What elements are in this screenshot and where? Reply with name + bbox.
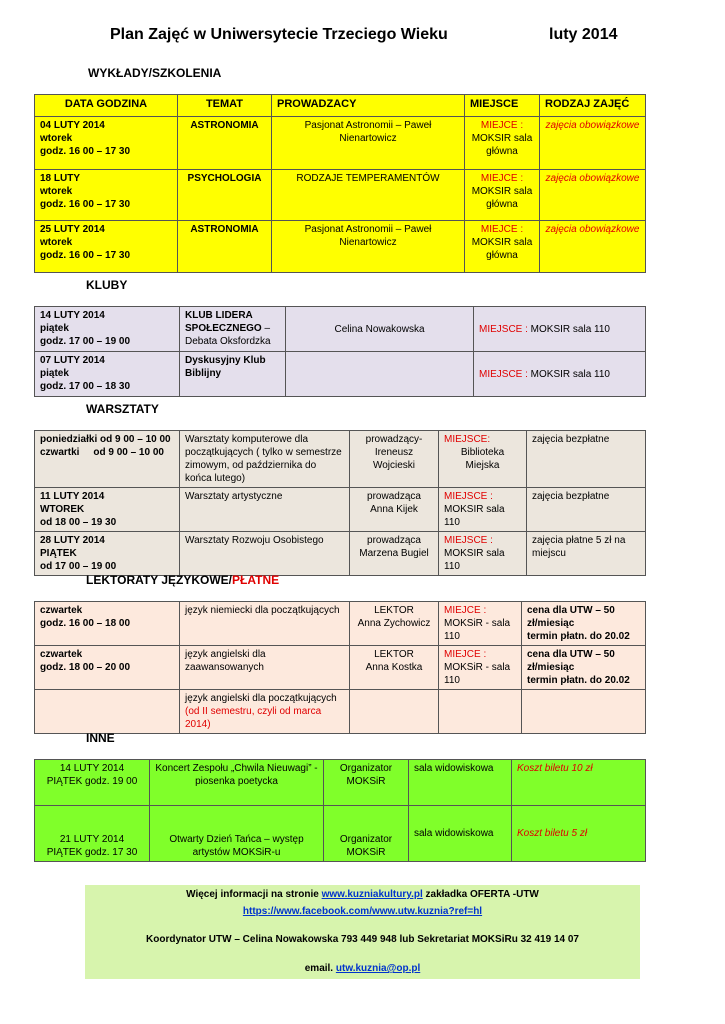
place: sala widowiskowa [409,806,512,862]
section-wyklady-heading: WYKŁADY/SZKOLENIA [88,66,222,80]
table-row [35,760,646,806]
section-lektoraty-heading [86,573,279,587]
lead-label: prowadzący- [365,434,423,445]
workshop-title: Warsztaty artystyczne [180,488,350,532]
organizer: MOKSiR [346,847,386,858]
section-warsztaty-heading: WARSZTATY [86,402,159,416]
topic: ASTRONOMIA [178,221,272,273]
time: godz. 17 00 – 18 30 [40,381,131,392]
place-label: MIEJSCE: [444,434,491,445]
payment-deadline: termin płatn. do 20.02 [527,631,630,642]
club-desc: – Debata Oksfordzka [185,323,271,347]
lead: Anna Kijek [370,504,418,515]
place-label: MIEJSCE : [444,491,493,502]
date: 11 LUTY 2014 [40,491,105,502]
place: MOKSIR sala 110 [444,548,505,572]
date: 18 LUTY [40,173,81,184]
leader: Celina Nowakowska [286,307,474,352]
wyklady-table [34,94,646,273]
club-name: Dyskusyjny Klub Biblijny [185,355,266,379]
day-time: PIĄTEK godz. 17 30 [46,847,138,858]
lead-label: prowadząca [367,491,421,502]
lector: Anna Zychowicz [357,618,431,629]
lead: Ireneusz Wojcieski [372,447,416,471]
email-link[interactable]: utw.kuznia@op.pl [335,963,421,974]
time: godz. 18 00 – 20 00 [40,662,131,673]
place-label: MIEJCE : [444,605,487,616]
course-note: (od II semestru, czyli od marca 2014) [185,706,322,730]
day-time: PIĄTEK godz. 19 00 [46,776,138,787]
email-line [85,962,640,975]
place: MOKSIR sala główna [471,186,533,210]
ticket-price: Koszt biletu 10 zł [512,760,646,806]
place-label: MIEJCE : [480,120,524,131]
place-label: MIEJCE : [480,173,524,184]
place: MOKSIR sala główna [471,237,533,261]
day: czwartek [40,605,83,616]
event: Koncert Zespołu „Chwila Nieuwagi” - piosenka poetycka [150,760,324,806]
section-kluby-heading: KLUBY [86,278,128,292]
time: od 18 00 – 19 30 [40,517,117,528]
course: język angielski dla początkujących [185,693,337,704]
organizer-label: Organizator [339,834,393,845]
lector-label: LEKTOR [374,649,414,660]
table-row [35,646,646,690]
place: MOKSiR - sala 110 [444,618,511,642]
place-label: MIEJSCE : [444,535,493,546]
place: MOKSiR - sala 110 [444,662,511,686]
page-title: Plan Zajęć w Uniwersytecie Trzeciego Wieku [110,26,448,43]
day: wtorek [40,133,73,144]
day: czwartek [40,649,83,660]
place-label: MIEJCE : [480,224,524,235]
email-label: email. [304,963,336,974]
page-month: luty 2014 [549,26,618,43]
table-row [35,602,646,646]
place-label: MIEJSCE : [479,368,528,380]
time: godz. 16 00 – 17 30 [40,199,131,210]
header-topic: TEMAT [178,95,272,117]
header-lecturer: PROWADZACY [272,95,465,117]
lector: Anna Kostka [365,662,423,673]
organizer: MOKSiR [346,776,386,787]
place-label: MIEJSCE : [479,323,528,335]
info-text: Więcej informacji na stronie [186,889,322,900]
day: wtorek [40,237,73,248]
section-inne-heading: INNE [86,731,115,745]
place: MOKSIR sala 110 [527,368,610,380]
info-tab-text: zakładka OFERTA -UTW [422,889,539,900]
place: MOKSIR sala główna [471,133,533,157]
date: 21 LUTY 2014 [59,834,125,845]
type: zajęcia obowiązkowe [540,170,646,221]
type: zajęcia bezpłatne [527,488,646,532]
price: cena dla UTW – 50 zł/miesiąc [527,649,615,673]
table-row [35,117,646,170]
weekday: PIĄTEK [40,548,77,559]
time: od 17 00 – 19 00 [40,561,117,572]
place: Biblioteka Miejska [460,447,505,471]
table-row [35,690,646,734]
day: piątek [40,323,69,334]
header-date: DATA GODZINA [35,95,178,117]
lead: Marzena Bugiel [359,548,429,559]
day: piątek [40,368,69,379]
payment-deadline: termin płatn. do 20.02 [527,675,630,686]
place: MOKSIR sala 110 [444,504,505,528]
header-place: MIEJSCE [465,95,540,117]
table-row [35,170,646,221]
time: godz. 16 00 – 17 30 [40,146,131,157]
leader [286,352,474,397]
lead-label: prowadząca [367,535,421,546]
lecturer: Pasjonat Astronomii – Paweł Nienartowicz [272,117,465,170]
date: 14 LUTY 2014 [59,763,125,774]
lector-label: LEKTOR [374,605,414,616]
place: MOKSIR sala 110 [527,323,610,335]
type: zajęcia obowiązkowe [540,221,646,273]
lecturer: RODZAJE TEMPERAMENTÓW [272,170,465,221]
footer-info-line [85,888,640,901]
lecturer: Pasjonat Astronomii – Paweł Nienartowicz [272,221,465,273]
header-type: RODZAJ ZAJĘĆ [540,95,646,117]
type: zajęcia płatne 5 zł na miejscu [527,532,646,576]
course: język angielski dla zaawansowanych [180,646,350,690]
coordinator-text: Koordynator UTW – Celina Nowakowska 793 449 948 lub Sekretariat MOKSiRu 32 419 14 07 [146,934,579,945]
table-row [35,488,646,532]
table-row [35,532,646,576]
type: zajęcia obowiązkowe [540,117,646,170]
date: 14 LUTY 2014 [40,310,105,321]
topic: PSYCHOLOGIA [178,170,272,221]
footer-info-box [85,885,640,979]
time: godz. 17 00 – 19 00 [40,336,131,347]
facebook-link[interactable]: https://www.facebook.com/www.utw.kuznia?ref=hl [242,906,483,917]
inne-table [34,759,646,862]
price: cena dla UTW – 50 zł/miesiąc [527,605,615,629]
club-name: KLUB LIDERA SPOŁECZNEGO [185,310,262,334]
table-row [35,806,646,862]
place: sala widowiskowa [409,760,512,806]
table-row [35,431,646,488]
warsztaty-table [34,430,646,576]
kluby-table [34,306,646,397]
ticket-price: Koszt biletu 5 zł [512,806,646,862]
workshop-title: Warsztaty komputerowe dla początkujących ( tylko w semestrze zimowym, od października do końca lutego) [180,431,350,488]
table-row [35,352,646,397]
date-second: czwartki od 9 00 – 10 00 [40,447,164,458]
time: godz. 16 00 – 18 00 [40,618,131,629]
weekday: WTOREK [40,504,85,515]
lektoraty-table [34,601,646,734]
day: wtorek [40,186,73,197]
place-label: MIEJCE : [444,649,487,660]
table-row [35,221,646,273]
paid-label: PŁATNE [232,573,280,587]
topic: ASTRONOMIA [178,117,272,170]
time: godz. 16 00 – 17 30 [40,250,131,261]
workshop-title: Warsztaty Rozwoju Osobistego [180,532,350,576]
lektoraty-label: LEKTORATY JĘZYKOWE/ [86,573,233,587]
event: Otwarty Dzień Tańca – występ artystów MOKSiR-u [150,806,324,862]
type: zajęcia bezpłatne [527,431,646,488]
date: 04 LUTY 2014 [40,120,105,131]
website-link[interactable]: www.kuzniakultury.pl [321,889,423,900]
date: poniedziałki od 9 00 – 10 00 [40,434,171,445]
date: 25 LUTY 2014 [40,224,105,235]
date: 28 LUTY 2014 [40,535,105,546]
organizer-label: Organizator [339,763,393,774]
date: 07 LUTY 2014 [40,355,105,366]
table-row [35,307,646,352]
course: język niemiecki dla początkujących [180,602,350,646]
